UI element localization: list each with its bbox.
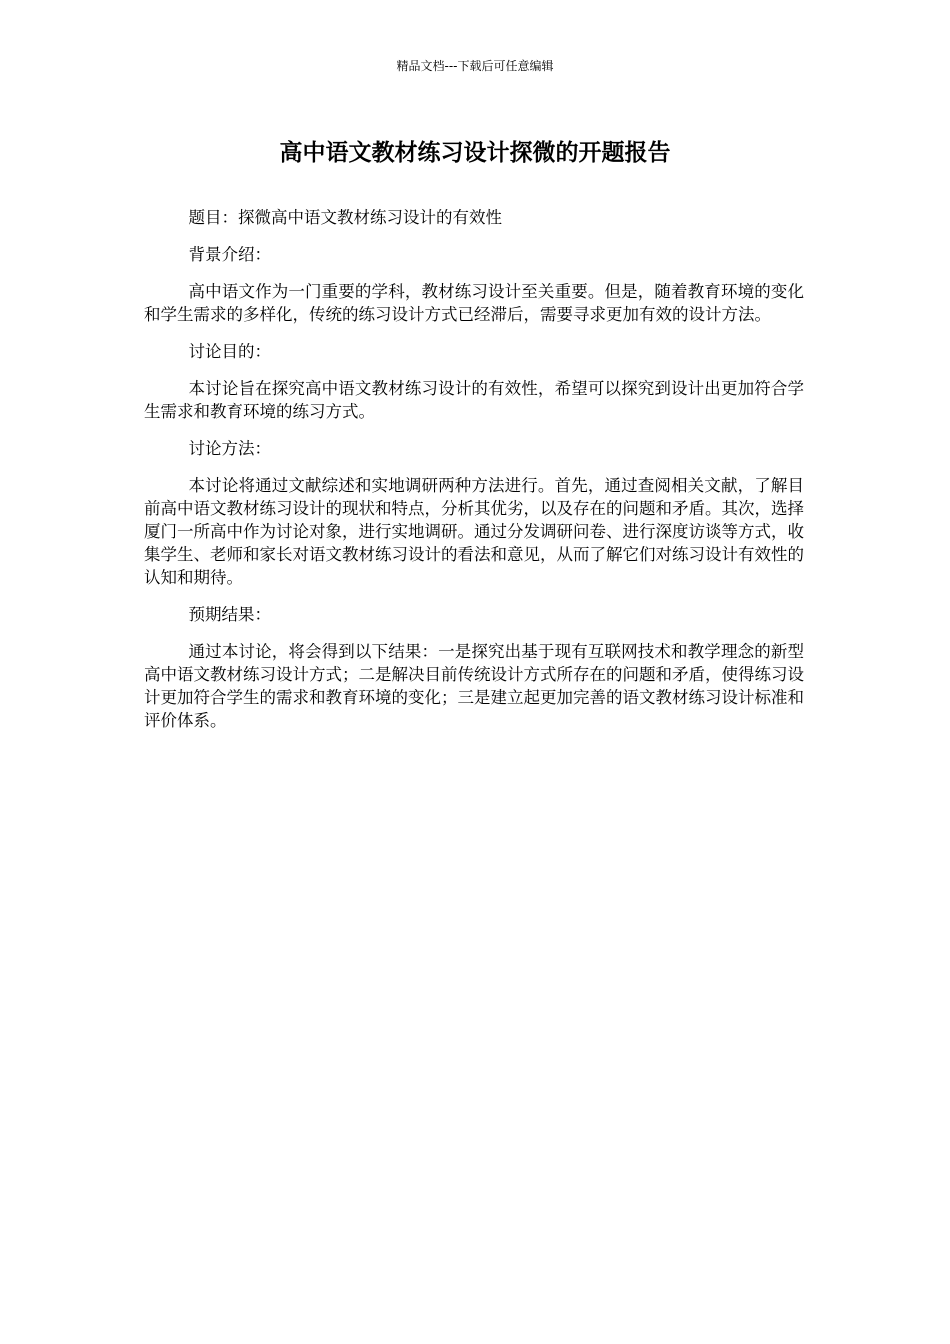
section-heading-background: 背景介绍： xyxy=(188,245,272,264)
results-paragraph: 通过本讨论，将会得到以下结果：一是探究出基于现有互联网技术和教学理念的新型高中语文教材练习设计方式；二是解决目前传统设计方式所存在的问题和矛盾，使得练习设计更加符合学生的需求和教育环境的变化；三是建立起更加完善的语文教材练习设计标准和评价体系。 xyxy=(144,642,804,730)
document-title: 高中语文教材练习设计探微的开题报告 xyxy=(279,140,671,166)
section-heading-results: 预期结果： xyxy=(188,605,272,624)
header-note: 精品文档---下载后可任意编辑 xyxy=(396,59,554,73)
method-paragraph: 本讨论将通过文献综述和实地调研两种方法进行。首先，通过查阅相关文献，了解目前高中语文教材练习设计的现状和特点，分析其优劣，以及存在的问题和矛盾。其次，选择厦门一所高中作为讨论对象，进行实地调研。通过分发调研问卷、进行深度访谈等方式，收集学生、老师和家长对语文教材练习设计的看法和意见，从而了解它们对练习设计有效性的认知和期待。 xyxy=(144,476,804,587)
background-paragraph: 高中语文作为一门重要的学科，教材练习设计至关重要。但是，随着教育环境的变化和学生需求的多样化，传统的练习设计方式已经滞后，需要寻求更加有效的设计方法。 xyxy=(144,282,804,324)
document-body xyxy=(144,206,804,746)
section-heading-purpose: 讨论目的： xyxy=(188,342,272,361)
section-heading-method: 讨论方法： xyxy=(188,439,272,458)
purpose-paragraph: 本讨论旨在探究高中语文教材练习设计的有效性，希望可以探究到设计出更加符合学生需求和教育环境的练习方式。 xyxy=(144,379,804,421)
topic-line: 题目：探微高中语文教材练习设计的有效性 xyxy=(188,208,503,227)
